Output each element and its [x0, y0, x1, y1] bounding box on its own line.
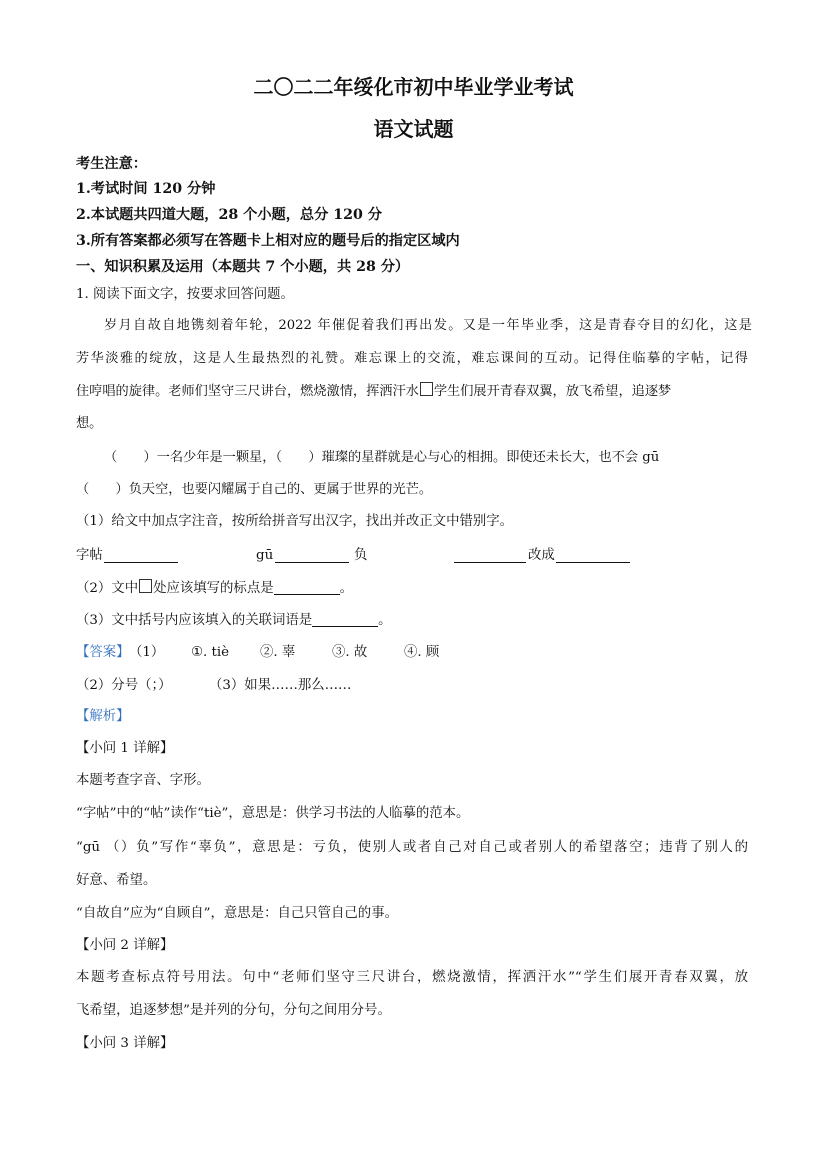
page-title: 二〇二二年绥化市初中毕业学业考试: [253, 75, 574, 99]
poem-line-1: （ ）一名少年是一颗星，（ ）璀璨的星群就是心与心的相拥。即使还未长大，也不会 gū: [104, 450, 660, 465]
answer-item-3: ③. 故: [332, 645, 368, 660]
fill-label-fu: 负: [354, 548, 368, 563]
fill-blank-3: [454, 549, 526, 563]
analysis-q1-heading: 【小问 1 详解】: [76, 741, 174, 756]
answer-part-3: （3）如果……那么……: [209, 678, 352, 693]
passage-line-1: 岁月自故自地镌刻着年轮，2022 年催促着我们再出发。又是一年毕业季，这是青春夺目的幻化，这是: [104, 318, 752, 333]
passage-line-3: [76, 382, 671, 402]
sub2-box: [139, 579, 152, 593]
notice-item-2: 2.本试题共四道大题，28 个小题，总分 120 分: [76, 207, 382, 223]
answer-item-4: ④. 顾: [404, 645, 440, 660]
answer-part-1: （1）: [129, 645, 165, 660]
analysis-q1-line-1: 本题考查字音、字形。: [76, 773, 210, 788]
passage-line-4: 想。: [76, 416, 103, 431]
analysis-label: 【解析】: [76, 709, 130, 724]
sub2-text-c: 。: [339, 581, 353, 596]
question-1-prompt: 1. 阅读下面文字，按要求回答问题。: [76, 287, 294, 302]
sub2-blank: [274, 581, 340, 595]
sub3-blank: [312, 613, 378, 627]
section-heading: 一、知识积累及运用（本题共 7 个小题，共 28 分）: [76, 259, 410, 275]
sub-question-3: [76, 611, 392, 631]
analysis-q1-line-3: “gū （）负”写作“辜负”，意思是：亏负，使别人或者自己对自己或者别人的希望落空；违背了别人的: [76, 840, 748, 855]
answer-row-1: [76, 643, 476, 663]
sub-question-2: [76, 579, 353, 599]
fill-blank-2: [275, 549, 349, 563]
answer-item-1: ①. tiè: [191, 645, 230, 660]
sub3-text-a: （3）文中括号内应该填入的关联词语是: [76, 613, 313, 628]
fill-blank-1: [104, 549, 178, 563]
analysis-q2-line-1: 本题考查标点符号用法。句中“老师们坚守三尺讲台，燃烧激情，挥洒汗水”“学生们展开青春双翼，放: [76, 970, 748, 985]
sub-question-1: （1）给文中加点字注音，按所给拼音写出汉字，找出并改正文中错别字。: [76, 514, 514, 529]
analysis-q1-line-5: “自故自”应为“自顾自”，意思是：自己只管自己的事。: [76, 906, 398, 921]
notice-item-1: 1.考试时间 120 分钟: [76, 181, 216, 197]
fill-label-gaicheng: 改成: [528, 548, 555, 563]
analysis-q2-line-2: 飞希望，追逐梦想”是并列的分句，分句之间用分号。: [76, 1003, 391, 1018]
sub3-text-b: 。: [378, 613, 392, 628]
poem-line-2: （ ）负天空，也要闪耀属于自己的、更属于世界的光芒。: [76, 482, 433, 497]
answer-label: 【答案】: [76, 645, 130, 660]
blank-punctuation-box: [420, 382, 433, 396]
answer-row-2: [76, 676, 476, 696]
analysis-q1-line-2: “字帖”中的“帖”读作“tiè”，意思是：供学习书法的人临摹的范本。: [76, 806, 470, 821]
fill-label-zitie: 字帖: [76, 548, 103, 563]
answer-part-2: （2）分号（；）: [76, 678, 172, 693]
analysis-q3-heading: 【小问 3 详解】: [76, 1036, 174, 1051]
notice-heading: 考生注意：: [76, 156, 147, 172]
fill-blank-row: [76, 546, 756, 566]
sub2-text-b: 处应该填写的标点是: [153, 581, 274, 596]
notice-item-3: 3.所有答案都必须写在答题卡上相对应的题号后的指定区域内: [76, 233, 460, 249]
fill-label-gu: gū: [256, 548, 274, 563]
passage-line-3a: 住哼唱的旋律。老师们坚守三尺讲台，燃烧激情，挥洒汗水: [76, 384, 419, 399]
analysis-q2-heading: 【小问 2 详解】: [76, 938, 174, 953]
passage-line-3b: 学生们展开青春双翼，放飞希望，追逐梦: [433, 384, 672, 399]
passage-line-2: 芳华淡雅的绽放，这是人生最热烈的礼赞。难忘课上的交流，难忘课间的互动。记得住临摹的字帖，记得: [76, 351, 748, 366]
answer-item-2: ②. 辜: [260, 645, 296, 660]
analysis-q1-line-4: 好意、希望。: [76, 873, 157, 888]
fill-blank-4: [556, 549, 630, 563]
page-subtitle: 语文试题: [373, 117, 454, 141]
sub2-text-a: （2）文中: [76, 581, 139, 596]
